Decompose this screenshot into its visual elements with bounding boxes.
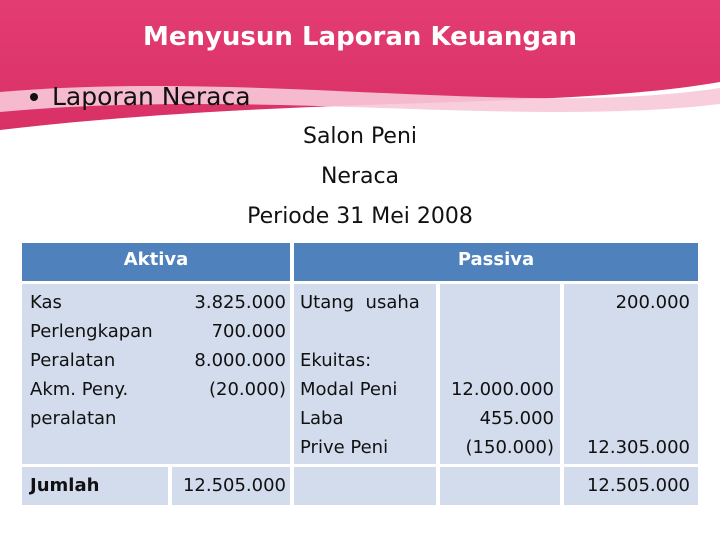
bullet-text: Laporan Neraca xyxy=(52,82,251,111)
header-passiva-label: Passiva xyxy=(457,249,535,270)
passiva-sub-value: 12.000.000 xyxy=(450,379,554,400)
header-aktiva-label: Aktiva xyxy=(123,249,189,270)
aktiva-item-value: 8.000.000 xyxy=(194,350,286,371)
aktiva-item-name: Peralatan xyxy=(30,350,116,371)
jumlah-label: Jumlah xyxy=(30,475,100,496)
header-band-shape xyxy=(0,0,720,135)
aktiva-item-name: peralatan xyxy=(30,408,117,429)
passiva-item-name: Modal Peni xyxy=(300,379,398,400)
bullet-icon xyxy=(30,93,38,101)
aktiva-item-value: 700.000 xyxy=(211,321,286,342)
passiva-total-value: 200.000 xyxy=(615,292,690,313)
passiva-item-name: Prive Peni xyxy=(300,437,389,458)
passiva-sub-value: 455.000 xyxy=(479,408,554,429)
passiva-item-name: Ekuitas: xyxy=(300,350,372,371)
header-band xyxy=(0,0,720,135)
header-aktiva xyxy=(22,243,290,281)
passiva-item-name: Utang usaha xyxy=(300,292,420,313)
report-name: Neraca xyxy=(320,164,400,189)
aktiva-item-value: 3.825.000 xyxy=(194,292,286,313)
jumlah-passiva-value: 12.505.000 xyxy=(586,475,690,496)
aktiva-item-name: Akm. Peny. xyxy=(30,379,129,400)
jumlah-empty-cell-2 xyxy=(440,467,560,505)
passiva-item-name: Laba xyxy=(300,408,344,429)
report-period: Periode 31 Mei 2008 xyxy=(247,204,473,229)
aktiva-item-name: Perlengkapan xyxy=(30,321,153,342)
passiva-sub-value: (150.000) xyxy=(465,437,554,458)
jumlah-aktiva-value: 12.505.000 xyxy=(182,475,286,496)
aktiva-item-value: (20.000) xyxy=(208,379,286,400)
company-name: Salon Peni xyxy=(302,124,418,149)
bullet-item xyxy=(30,82,251,111)
header-passiva xyxy=(294,243,698,281)
slide-title: Menyusun Laporan Keuangan xyxy=(142,22,578,52)
passiva-total-value: 12.305.000 xyxy=(586,437,690,458)
jumlah-empty-cell xyxy=(294,467,436,505)
aktiva-item-name: Kas xyxy=(30,292,62,313)
